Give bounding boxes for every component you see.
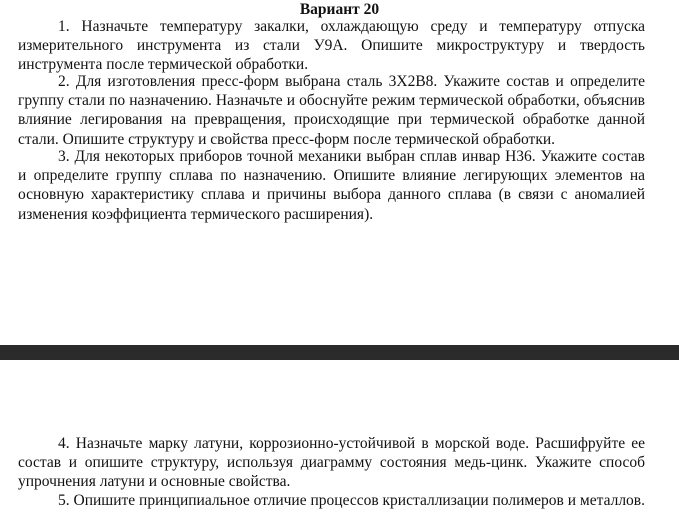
question-1: 1. Назначьте температуру закалки, охлаждающую среду и температуру отпуска измерительного инструмента из стали У9А. Опишите микроструктуру и твердость инструмента после термической обработки. <box>18 18 645 74</box>
variant-title: Вариант 20 <box>299 1 380 18</box>
question-5: 5. Опишите принципиальное отличие процессов кристаллизации полимеров и металлов. <box>58 492 645 509</box>
question-4: 4. Назначьте марку латуни, коррозионно-устойчивой в морской воде. Расшифруйте ее состав и опишите структуру, используя диаграмму состояния медь-цинк. Укажите способ упрочнения латуни и основные свойства. <box>18 435 645 491</box>
page-separator <box>0 345 679 360</box>
question-2: 2. Для изготовления пресс-форм выбрана сталь 3Х2В8. Укажите состав и определите группу стали по назначению. Назначьте и обоснуйте режим термической обработки, объяснив влияние легирования на превращения, происходящие при термической обработке данной стали. Опишите структуру и свойства пресс-форм после термической обработки. <box>18 73 645 148</box>
question-3: 3. Для некоторых приборов точной механики выбран сплав инвар Н36. Укажите состав и определите группу сплава по назначению. Опишите влияние легирующих элементов на основную характеристику сплава и причины выбора данного сплава (в связи с аномалией изменения коэффициента термического расширения). <box>18 148 645 223</box>
